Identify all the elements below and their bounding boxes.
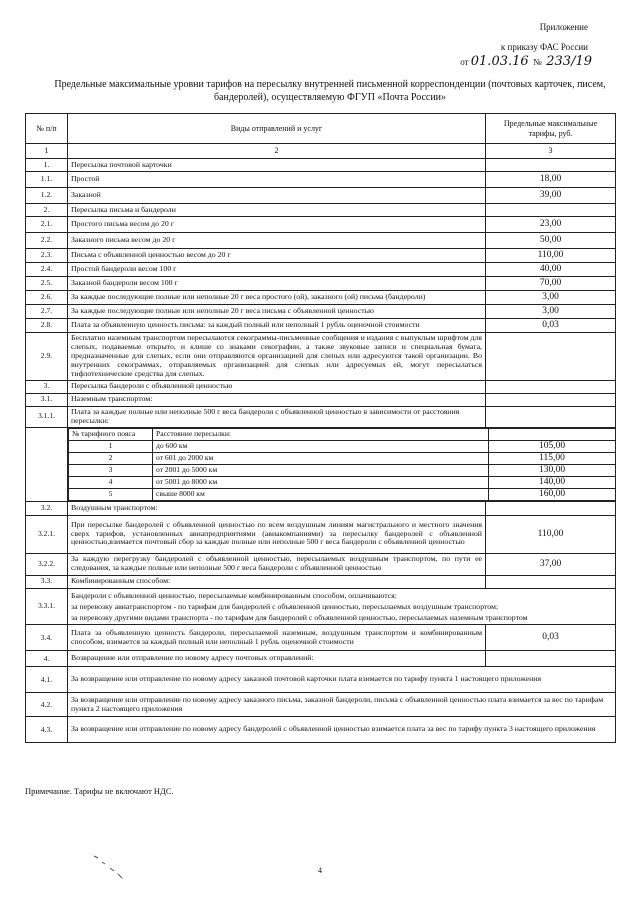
table-row bbox=[26, 625, 616, 651]
table-row bbox=[26, 290, 616, 304]
row-price: 50,00 bbox=[486, 233, 616, 249]
row-number: 1.1. bbox=[26, 172, 68, 188]
row-description: Простой bbox=[68, 172, 486, 188]
row-description: Пересылка почтовой карточки bbox=[68, 159, 486, 172]
table-row bbox=[26, 249, 616, 263]
handwritten-date: 01.03.16 bbox=[470, 54, 529, 69]
row-description: Письма с объявленной ценностью весом до 20 г bbox=[68, 249, 486, 263]
row-number: 3.1.1. bbox=[26, 406, 68, 427]
col-header-price: Предельные максимальные тарифы, руб. bbox=[486, 114, 616, 144]
handwritten-number: 233/19 bbox=[546, 54, 592, 69]
zones-header-empty bbox=[489, 428, 616, 440]
zone-row bbox=[69, 440, 616, 452]
table-row bbox=[26, 318, 616, 332]
row-number: 1. bbox=[26, 159, 68, 172]
row-number: 3.4. bbox=[26, 625, 68, 651]
row-number: 3.2.1. bbox=[26, 515, 68, 553]
table-row bbox=[26, 501, 616, 515]
row-price bbox=[486, 332, 616, 380]
row-number: 3. bbox=[26, 380, 68, 393]
table-row bbox=[26, 393, 616, 406]
table-row bbox=[26, 651, 616, 667]
row-number: 4. bbox=[26, 651, 68, 667]
col-number-1: 1 bbox=[26, 144, 68, 159]
row-number: 2.2. bbox=[26, 233, 68, 249]
zone-distance: свыше 8000 км bbox=[153, 488, 489, 500]
row-description bbox=[68, 588, 616, 625]
row-description: За возвращение или отправление по новому адресу бандеролей с объявленной ценностью взимается плата за вес по тарифу пункта 3 настоящего приложения bbox=[68, 717, 616, 743]
document-title: Предельные максимальные уровни тарифов на пересылку внутренней письменной корреспонденции (почтовых карточек, писем, бандеролей), осуществляемую ФГУП «Почта России» bbox=[54, 79, 606, 103]
date-prefix: от bbox=[460, 57, 469, 67]
description-line: за перевозку авиатранспортом - по тарифам для бандеролей с объявленной ценностью, пересылаемых воздушным транспортом; bbox=[71, 601, 499, 611]
row-description: Пересылка бандероли с объявленной ценностью bbox=[68, 380, 486, 393]
column-number-row bbox=[26, 144, 616, 159]
table-row bbox=[26, 515, 616, 553]
row-number: 4.2. bbox=[26, 693, 68, 717]
row-price bbox=[486, 204, 616, 217]
row-number: 4.1. bbox=[26, 667, 68, 693]
row-price bbox=[486, 651, 616, 667]
zones-num-cell bbox=[26, 427, 68, 501]
row-number: 4.3. bbox=[26, 717, 68, 743]
row-description: Комбинированным способом: bbox=[68, 575, 486, 588]
table-row bbox=[26, 332, 616, 380]
row-number: 2.8. bbox=[26, 318, 68, 332]
order-line: к приказу ФАС России bbox=[500, 42, 588, 52]
row-description: За возвращение или отправление по новому адресу заказной почтовой карточки плата взимается по тарифу пункта 1 настоящего приложения bbox=[68, 667, 616, 693]
row-price: 39,00 bbox=[486, 188, 616, 204]
table-row bbox=[26, 263, 616, 277]
row-description: Простого письма весом до 20 г bbox=[68, 217, 486, 233]
zone-distance: до 600 км bbox=[153, 440, 489, 452]
zones-header-row bbox=[69, 428, 616, 440]
table-row bbox=[26, 693, 616, 717]
tariff-table-body bbox=[26, 114, 616, 743]
zone-row bbox=[69, 464, 616, 476]
description-line: за перевозку другими видами транспорта - по тарифам для бандеролей с объявленной ценностью, пересылаемых наземным транспортом bbox=[71, 613, 528, 623]
zone-row bbox=[69, 488, 616, 500]
zone-price: 140,00 bbox=[489, 476, 616, 488]
order-date-line: от 01.03.16 № 233/19 bbox=[460, 54, 592, 69]
row-description: За каждые последующие полные или неполные 20 г веса простого (ой), заказного (ой) письма (бандероли) bbox=[68, 290, 486, 304]
table-row bbox=[26, 233, 616, 249]
row-price: 40,00 bbox=[486, 263, 616, 277]
zone-price: 115,00 bbox=[489, 452, 616, 464]
zone-price: 160,00 bbox=[489, 488, 616, 500]
zone-number: 1 bbox=[69, 440, 153, 452]
table-row bbox=[26, 575, 616, 588]
row-price: 18,00 bbox=[486, 172, 616, 188]
zone-number: 5 bbox=[69, 488, 153, 500]
zones-cell bbox=[68, 427, 616, 501]
row-description: Воздушным транспортом: bbox=[68, 501, 486, 515]
row-number: 2.5. bbox=[26, 276, 68, 290]
row-description: Заказной бандероли весом 100 г bbox=[68, 276, 486, 290]
row-price: 70,00 bbox=[486, 276, 616, 290]
zone-distance: от 5001 до 8000 км bbox=[153, 476, 489, 488]
row-description: Возвращение или отправление по новому адресу почтовых отправлений: bbox=[68, 651, 486, 667]
row-price: 23,00 bbox=[486, 217, 616, 233]
row-description: Простой бандероли весом 100 г bbox=[68, 263, 486, 277]
zone-number: 4 bbox=[69, 476, 153, 488]
table-row bbox=[26, 159, 616, 172]
row-description: Плата за объявленную ценность письма: за каждый полный или неполный 1 рубль оценочной стоимости bbox=[68, 318, 486, 332]
row-price: 37,00 bbox=[486, 553, 616, 575]
row-number: 2. bbox=[26, 204, 68, 217]
row-number: 2.6. bbox=[26, 290, 68, 304]
table-row bbox=[26, 553, 616, 575]
zone-number: 2 bbox=[69, 452, 153, 464]
col-header-num: № п/п bbox=[26, 114, 68, 144]
zone-distance: от 2001 до 5000 км bbox=[153, 464, 489, 476]
row-price: 0,03 bbox=[486, 625, 616, 651]
row-number: 2.1. bbox=[26, 217, 68, 233]
table-row bbox=[26, 304, 616, 318]
appendix-label: Приложение bbox=[539, 22, 588, 32]
zone-number: 3 bbox=[69, 464, 153, 476]
row-price bbox=[486, 393, 616, 406]
row-number: 3.1. bbox=[26, 393, 68, 406]
row-number: 1.2. bbox=[26, 188, 68, 204]
row-price bbox=[486, 159, 616, 172]
row-number: 2.4. bbox=[26, 263, 68, 277]
row-price bbox=[486, 380, 616, 393]
row-number: 2.7. bbox=[26, 304, 68, 318]
col-number-3: 3 bbox=[486, 144, 616, 159]
row-description: За каждую перегрузку бандеролей с объявленной ценностью, пересылаемых воздушным транспортом, по пути ее следования, за каждые полные или неполные 500 г веса бандероли с объявленной ценностью bbox=[68, 553, 486, 575]
row-price bbox=[486, 406, 616, 427]
table-row bbox=[26, 204, 616, 217]
distance-header: Расстояние пересылки: bbox=[153, 428, 489, 440]
row-number: 2.3. bbox=[26, 249, 68, 263]
table-row bbox=[26, 217, 616, 233]
row-number: 3.3.1. bbox=[26, 588, 68, 625]
row-description: Заказного письма весом до 20 г bbox=[68, 233, 486, 249]
row-description: Плата за каждые полные или неполные 500 г веса бандероли с объявленной ценностью в зависимости от расстояния пересылки: bbox=[68, 406, 486, 427]
zones-table bbox=[68, 428, 615, 501]
row-price: 3,00 bbox=[486, 290, 616, 304]
table-row bbox=[26, 380, 616, 393]
row-number: 3.2. bbox=[26, 501, 68, 515]
row-number: 3.2.2. bbox=[26, 553, 68, 575]
row-price: 110,00 bbox=[486, 515, 616, 553]
tariff-table bbox=[25, 113, 616, 743]
footnote: Примечание. Тарифы не включают НДС. bbox=[25, 786, 174, 796]
table-row bbox=[26, 667, 616, 693]
col-header-desc: Виды отправлений и услуг bbox=[68, 114, 486, 144]
row-description: Наземным транспортом: bbox=[68, 393, 486, 406]
zone-price: 130,00 bbox=[489, 464, 616, 476]
zone-row bbox=[69, 476, 616, 488]
row-description: Заказной bbox=[68, 188, 486, 204]
row-description: За каждые последующие полные или неполные 20 г веса письма с объявленной ценностью bbox=[68, 304, 486, 318]
table-row bbox=[26, 172, 616, 188]
row-number: 3.3. bbox=[26, 575, 68, 588]
row-price: 110,00 bbox=[486, 249, 616, 263]
row-description: Пересылка письма и бандероли bbox=[68, 204, 486, 217]
page-number: 4 bbox=[318, 866, 322, 875]
row-price bbox=[486, 501, 616, 515]
table-row bbox=[26, 188, 616, 204]
row-description: Бесплатно наземным транспортом пересылаются секограммы-письменные сообщения и издания с выпуклым шрифтом для слепых, подаваемые открыто, и клише со знаками секографии, а также звуковые записи и специальная бумага, предназначенные для слепых, если они отправляются организацией для слепых или адресуются такой организации. Во внутренних секограммах, отправляемых организацией для слепых или адресуемых ей, могут пересылаться тифлотехнические средства для слепых. bbox=[68, 332, 486, 380]
row-description: Плата за объявленную ценность бандероли, пересылаемой наземным, воздушным транспортом и комбинированным способом, взимается за каждый полный или неполный 1 рубль оценочной стоимости bbox=[68, 625, 486, 651]
row-price bbox=[486, 575, 616, 588]
table-row bbox=[26, 406, 616, 427]
row-description: За возвращение или отправление по новому адресу заказного письма, заказной бандероли, письма с объявленной ценностью плата взимается за вес по тарифам пункта 2 настоящего приложения bbox=[68, 693, 616, 717]
col-number-2: 2 bbox=[68, 144, 486, 159]
table-row bbox=[26, 588, 616, 625]
zone-distance: от 601 до 2000 км bbox=[153, 452, 489, 464]
table-header-row bbox=[26, 114, 616, 144]
row-price: 0,03 bbox=[486, 318, 616, 332]
row-number: 2.9. bbox=[26, 332, 68, 380]
zones-row bbox=[26, 427, 616, 501]
row-description: При пересылке бандеролей с объявленной ценностью по всем воздушным линиям магистрального и местного значения сверх тарифов, установленных авиапредприятиями (авиакомпаниями) за пересылку бандеролей с объявленной ценностью,взимается почтовый сбор за каждые полные или неполные 500 г веса бандероли с объявленной ценностью bbox=[68, 515, 486, 553]
zone-header: № тарифного пояса bbox=[69, 428, 153, 440]
row-price: 3,00 bbox=[486, 304, 616, 318]
table-row bbox=[26, 717, 616, 743]
description-line: Бандероли с объявленной ценностью, пересылаемые комбинированным способом, оплачиваются: bbox=[71, 590, 397, 600]
zone-row bbox=[69, 452, 616, 464]
pen-mark-icon bbox=[92, 852, 132, 882]
table-row bbox=[26, 276, 616, 290]
zone-price: 105,00 bbox=[489, 440, 616, 452]
